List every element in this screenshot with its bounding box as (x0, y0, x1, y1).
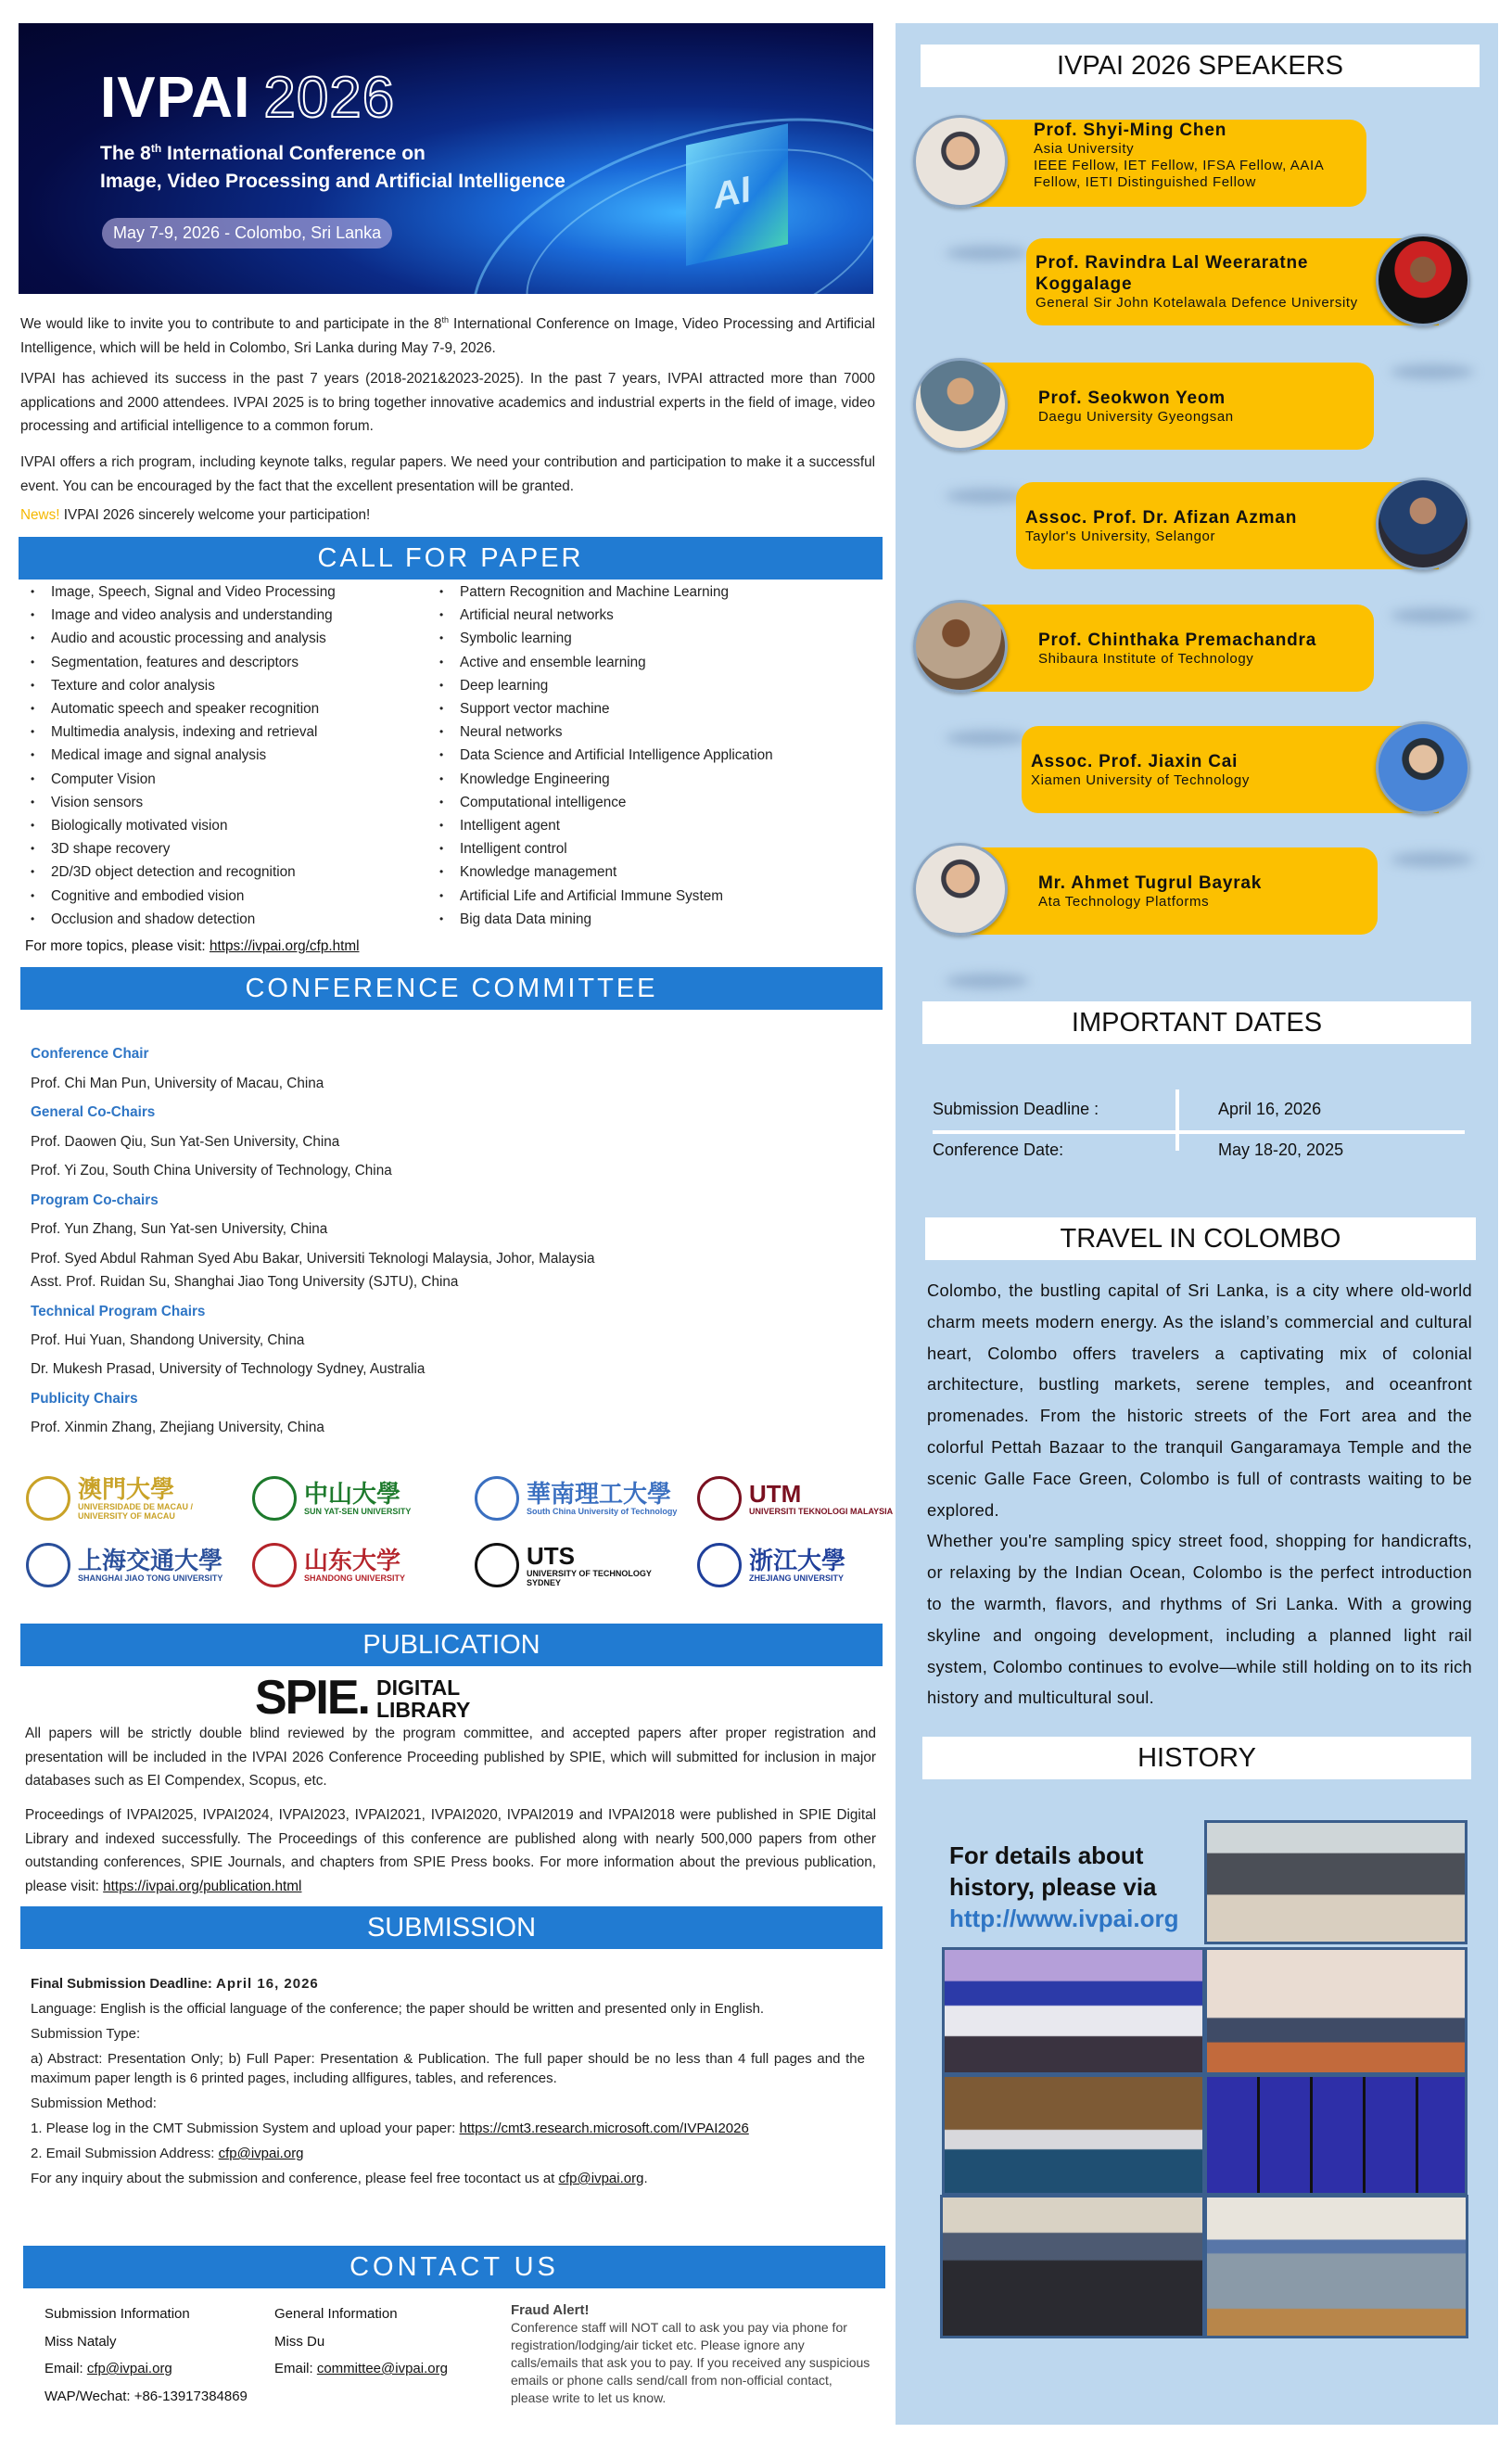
submission-details (31, 1971, 865, 2191)
logo-wordmark: 上海交通大學 (78, 1547, 223, 1574)
email-method-text: 2. Email Submission Address: (31, 2146, 219, 2161)
fraud-alert (511, 2301, 872, 2407)
topic-item: • Occlusion and shadow detection (51, 911, 255, 928)
topic-item: • 2D/3D object detection and recognition (51, 864, 296, 881)
speaker-affiliation: Asia University (1034, 141, 1135, 157)
topic-item: • Data Science and Artificial Intelligence Application (460, 747, 773, 764)
speaker-affiliation: Xiamen University of Technology (1031, 771, 1250, 788)
photo-shadow (1391, 852, 1474, 867)
topic-item: • Deep learning (460, 678, 548, 694)
topic-item: • Medical image and signal analysis (51, 747, 266, 764)
cmt-link[interactable]: https://cmt3.research.microsoft.com/IVPAI2026 (459, 2121, 749, 2136)
conference-date-label: Conference Date: (933, 1140, 1064, 1159)
topic-item: • Artificial neural networks (460, 607, 614, 624)
speaker-affiliation: Daegu University Gyeongsan (1038, 408, 1234, 425)
history-text (949, 1840, 1178, 1934)
inquiry-line (31, 2166, 865, 2191)
cmt-method-text: 1. Please log in the CMT Submission System and upload your paper: (31, 2121, 460, 2136)
topic-item: • Image and video analysis and understanding (51, 607, 333, 624)
spie-logo-digital: DIGITAL (375, 1675, 461, 1700)
topic-item: • Intelligent agent (460, 818, 560, 834)
university-seal-icon (475, 1476, 519, 1521)
spie-logo-sub (376, 1676, 470, 1721)
important-dates-header: IMPORTANT DATES (922, 1001, 1471, 1044)
more-topics-text: For more topics, please visit: (25, 938, 210, 954)
history-line-1: For details about (949, 1841, 1144, 1869)
speaker-affiliation: Shibaura Institute of Technology (1038, 650, 1254, 667)
submission-deadline-label: Submission Deadline : (933, 1100, 1099, 1118)
committee-header: CONFERENCE COMMITTEE (20, 967, 883, 1010)
subtitle-line2: Image, Video Processing and Artificial Intelligence (100, 171, 565, 192)
dates-table (930, 1087, 1468, 1089)
deadline-value: April 16, 2026 (216, 1976, 319, 1992)
email-label: Email: (44, 2361, 87, 2376)
logo-text (749, 1481, 893, 1516)
photo-shadow (946, 974, 1029, 988)
speaker-card (964, 605, 1374, 692)
submission-contact-name: Miss Nataly (44, 2334, 117, 2350)
intro-p1-text: We would like to invite you to contribute to and participate in the 8 (20, 316, 442, 333)
topic-item: • Neural networks (460, 724, 563, 741)
topic-item: • Cognitive and embodied vision (51, 888, 244, 905)
inquiry-text: For any inquiry about the submission and conference, please feel free tocontact us at (31, 2171, 559, 2186)
speaker-name: Prof. Ravindra Lal Weeraratne Koggalage (1036, 253, 1309, 294)
speaker-photo (1376, 234, 1470, 326)
travel-paragraph-2: Whether you're sampling spicy street food, shopping for handicrafts, or relaxing by the Indian Ocean, Colombo is the perfect introduction to the warmth, flavors, and rhythms of Sri Lanka. With a growing skyline and ongoing development, including a planned light rail system, Colombo continues to evolve—while still holding on to its rich history and multicultural soul. (927, 1531, 1472, 1708)
intro-paragraph-2: IVPAI has achieved its success in the past 7 years (2018-2021&2023-2025). In the past 7 years, IVPAI attracted more than 7000 applications and 2000 attendees. IVPAI 2025 is to bring together innovative academics and industrial experts in the field of image, video processing and artificial intelligence to a common forum. (20, 371, 875, 434)
logo-text (527, 1543, 684, 1587)
topic-item: • Biologically motivated vision (51, 818, 227, 834)
date-location-pill: May 7-9, 2026 - Colombo, Sri Lanka (102, 218, 392, 248)
topic-item: • Intelligent control (460, 841, 567, 858)
logo-wordmark: 華南理工大學 (527, 1480, 672, 1508)
university-logo (697, 1476, 893, 1521)
spie-logo-main: SPIE. (255, 1671, 369, 1725)
logo-text (304, 1548, 405, 1583)
speaker-card (964, 363, 1374, 450)
topic-item: • Vision sensors (51, 795, 143, 811)
photo-shadow (946, 731, 1029, 745)
history-photo-classroom (1204, 1820, 1468, 1944)
fraud-alert-title: Fraud Alert! (511, 2302, 590, 2318)
topic-item: • Pattern Recognition and Machine Learning (460, 584, 729, 601)
submission-type-text: a) Abstract: Presentation Only; b) Full Paper: Presentation & Publication. The full paper should be no less than 4 full pages and the maximum paper length is 6 printed pages, including allfigures, tables, and references. (31, 2051, 865, 2086)
speaker-name: Mr. Ahmet Tugrul Bayrak (1038, 873, 1263, 893)
university-logo (252, 1476, 411, 1521)
ai-cube-graphic (686, 123, 788, 265)
history-line-2: history, please via (949, 1873, 1157, 1901)
topic-item: • Big data Data mining (460, 911, 591, 928)
travel-text (927, 1275, 1472, 1713)
committee-member: Prof. Daowen Qiu, Sun Yat-Sen University, China (31, 1134, 340, 1150)
intro-paragraph-3: IVPAI offers a rich program, including keynote talks, regular papers. We need your contribution and participation to make it a successful event. You can be encouraged by the fact that the excellent presentation will be granted. (20, 454, 875, 494)
committee-role-heading: Conference Chair (31, 1046, 149, 1062)
email-method-line (31, 2141, 865, 2166)
submission-email-line (44, 2361, 172, 2376)
inquiry-email-link[interactable]: cfp@ivpai.org (558, 2171, 644, 2186)
submission-header: SUBMISSION (20, 1906, 883, 1949)
general-email-line (274, 2361, 448, 2376)
language-text: Language: English is the official language of the conference; the paper should be written and presented only in English. (31, 2001, 765, 2017)
topic-item: • Multimedia analysis, indexing and retrieval (51, 724, 317, 741)
committee-member: Prof. Syed Abdul Rahman Syed Abu Bakar, Universiti Teknologi Malaysia, Johor, Malaysia (31, 1251, 595, 1267)
university-seal-icon (697, 1476, 742, 1521)
ordinal-suffix: th (441, 315, 449, 325)
general-contact-email[interactable]: committee@ivpai.org (316, 2361, 448, 2376)
final-deadline-line (31, 1971, 865, 1996)
history-photo-ballroom (942, 2074, 1205, 2196)
committee-member: Prof. Yi Zou, South China University of Technology, China (31, 1163, 392, 1178)
speaker-honors: IEEE Fellow, IET Fellow, IFSA Fellow, AAIA Fellow, IETI Distinguished Fellow (1034, 158, 1324, 190)
speaker-name: Prof. Chinthaka Premachandra (1038, 630, 1317, 650)
speaker-photo (913, 115, 1008, 208)
speaker-name: Assoc. Prof. Dr. Afizan Azman (1025, 507, 1298, 528)
photo-shadow (1391, 364, 1474, 379)
spie-digital-library-logo (255, 1671, 471, 1725)
logo-text (78, 1476, 235, 1521)
speaker-name: Prof. Seokwon Yeom (1038, 388, 1226, 408)
history-photo-group-2025 (1204, 2195, 1468, 2338)
speaker-photo (913, 358, 1008, 451)
university-logo (697, 1543, 845, 1587)
more-topics-line (25, 938, 359, 955)
committee-role-heading: Publicity Chairs (31, 1391, 138, 1407)
submission-method-label: Submission Method: (31, 2096, 157, 2111)
news-label: News! (20, 507, 60, 523)
speaker-affiliation: Ata Technology Platforms (1038, 893, 1210, 910)
topic-item: • 3D shape recovery (51, 841, 170, 858)
logo-english-name: SUN YAT-SEN UNIVERSITY (304, 1507, 412, 1516)
submission-info-label: Submission Information (44, 2306, 190, 2322)
logo-english-name: SHANGHAI JIAO TONG UNIVERSITY (78, 1573, 223, 1583)
logo-text (527, 1481, 677, 1516)
news-line (20, 503, 875, 528)
logo-wordmark: 浙江大學 (749, 1547, 846, 1574)
university-logo (26, 1543, 222, 1587)
submission-email-link[interactable]: cfp@ivpai.org (218, 2146, 304, 2161)
spie-logo-library: LIBRARY (375, 1698, 471, 1722)
committee-role-heading: Technical Program Chairs (31, 1304, 206, 1319)
speaker-photo (1376, 721, 1470, 814)
logo-english-name: SHANDONG UNIVERSITY (304, 1573, 406, 1583)
logo-english-name: South China University of Technology (527, 1507, 678, 1516)
logo-text (78, 1548, 222, 1583)
logo-wordmark: 澳門大學 (78, 1475, 175, 1503)
university-seal-icon (252, 1543, 297, 1587)
banner-year: 2026 (263, 66, 396, 130)
cmt-method-line (31, 2116, 865, 2141)
university-logo (252, 1543, 405, 1587)
topic-item: • Knowledge Engineering (460, 771, 610, 788)
topic-item: • Segmentation, features and descriptors (51, 655, 299, 671)
speaker-card (964, 847, 1378, 935)
contact-header: CONTACT US (23, 2246, 885, 2288)
history-photo-hall (1204, 1947, 1468, 2075)
intro-paragraph-1 (20, 309, 875, 360)
topic-item: • Knowledge management (460, 864, 616, 881)
committee-member: Asst. Prof. Ruidan Su, Shanghai Jiao Tong University (SJTU), China (31, 1274, 459, 1290)
deadline-label: Final Submission Deadline: (31, 1976, 217, 1992)
history-photo-auditorium (942, 1947, 1205, 2075)
publication-header: PUBLICATION (20, 1624, 883, 1666)
speaker-photo (913, 600, 1008, 693)
speaker-photo (1376, 478, 1470, 570)
university-logo (26, 1476, 235, 1521)
committee-member: Prof. Chi Man Pun, University of Macau, China (31, 1076, 324, 1091)
history-photo-group-2024 (940, 2195, 1205, 2338)
general-info-label: General Information (274, 2306, 398, 2322)
logo-english-name: UNIVERSIDADE DE MACAU / UNIVERSITY OF MACAU (78, 1502, 194, 1521)
speaker-name: Assoc. Prof. Jiaxin Cai (1031, 751, 1239, 771)
logo-wordmark: UTS (527, 1542, 575, 1570)
university-logo (475, 1543, 684, 1587)
subtitle-line1-rest: International Conference on (161, 143, 426, 164)
topic-item: • Automatic speech and speaker recognition (51, 701, 319, 718)
speaker-photo (913, 843, 1008, 936)
submission-type-label: Submission Type: (31, 2026, 141, 2042)
committee-member: Prof. Hui Yuan, Shandong University, China (31, 1332, 305, 1348)
topic-item: • Support vector machine (460, 701, 610, 718)
topic-item: • Active and ensemble learning (460, 655, 646, 671)
submission-contact-email[interactable]: cfp@ivpai.org (86, 2361, 172, 2376)
logo-wordmark: 山东大学 (304, 1547, 401, 1574)
email-label: Email: (274, 2361, 317, 2376)
dates-column-divider (1175, 1089, 1179, 1151)
dates-row-divider (933, 1130, 1465, 1134)
photo-shadow (1391, 608, 1474, 623)
photo-shadow (946, 246, 1029, 261)
topic-item: • Texture and color analysis (51, 678, 215, 694)
topic-item: • Artificial Life and Artificial Immune System (460, 888, 723, 905)
conference-banner (19, 23, 873, 294)
topic-item: • Audio and acoustic processing and analysis (51, 631, 326, 647)
conference-date-value: May 18-20, 2025 (1218, 1140, 1344, 1159)
news-text: IVPAI 2026 sincerely welcome your participation! (59, 507, 371, 523)
banner-acronym: IVPAI (100, 66, 251, 130)
travel-header: TRAVEL IN COLOMBO (925, 1217, 1476, 1260)
publication-p2-text: Proceedings of IVPAI2025, IVPAI2024, IVPAI2023, IVPAI2021, IVPAI2020, IVPAI2019 and IVPAI2018 were published in SPIE Digital Library and indexed successfully. The Proceedings of this conference are published along with nearly 500,000 papers from other outstanding conferences, SPIE Journals, and chapters from SPIE Press books. For more information about the previous publication, please visit: (25, 1807, 876, 1894)
committee-role-heading: General Co-Chairs (31, 1104, 156, 1120)
ai-cube-label: AI (714, 168, 751, 218)
publication-paragraph-2 (25, 1803, 876, 1898)
logo-wordmark: 中山大學 (304, 1480, 401, 1508)
publication-link[interactable]: https://ivpai.org/publication.html (103, 1878, 302, 1894)
intro-p1-rest: International Conference on Image, Video Processing and Artificial Intelligence, which will be held in Colombo, Sri Lanka during May 7-9, 2026. (20, 316, 875, 356)
committee-role-heading: Program Co-chairs (31, 1192, 159, 1208)
university-seal-icon (26, 1476, 70, 1521)
history-header: HISTORY (922, 1737, 1471, 1779)
submission-deadline-value: April 16, 2026 (1218, 1100, 1322, 1118)
topic-item: • Image, Speech, Signal and Video Processing (51, 584, 336, 601)
university-seal-icon (475, 1543, 519, 1587)
logo-english-name: ZHEJIANG UNIVERSITY (749, 1573, 845, 1583)
call-for-paper-header: CALL FOR PAPER (19, 537, 883, 580)
ordinal-suffix: th (150, 142, 162, 155)
committee-member: Prof. Xinmin Zhang, Zhejiang University, China (31, 1420, 324, 1435)
general-contact-name: Miss Du (274, 2334, 325, 2350)
committee-member: Dr. Mukesh Prasad, University of Technology Sydney, Australia (31, 1361, 426, 1377)
travel-paragraph-1: Colombo, the bustling capital of Sri Lanka, is a city where old-world charm meets modern energy. As the island’s commercial and cultural heart, Colombo offers travelers a captivating mix of colonial architecture, bustling markets, serene temples, and oceanfront promenades. From the historic streets of the Fort area and the colorful Pettah Bazaar to the tranquil Gangaramaya Temple and the scenic Galle Face Green, Colombo is full of contrasts waiting to be explored. (927, 1280, 1472, 1520)
university-seal-icon (697, 1543, 742, 1587)
logo-text (749, 1548, 845, 1583)
fraud-alert-text: Conference staff will NOT call to ask you pay via phone for registration/lodging/air ticket etc. Please ignore any calls/emails that ask you to pay. If you received any suspicious emails or phone calls send/call from non-official contact, please write to let us know. (511, 2320, 870, 2405)
logo-text (304, 1481, 411, 1516)
university-seal-icon (26, 1543, 70, 1587)
logo-english-name: UNIVERSITY OF TECHNOLOGY SYDNEY (527, 1569, 652, 1587)
university-logo (475, 1476, 677, 1521)
cfp-link[interactable]: https://ivpai.org/cfp.html (209, 938, 360, 954)
topic-item: • Computer Vision (51, 771, 156, 788)
subtitle-line1: The 8 (100, 143, 151, 164)
speaker-name: Prof. Shyi-Ming Chen (1034, 121, 1227, 140)
inquiry-end: . (643, 2171, 648, 2186)
speakers-header: IVPAI 2026 SPEAKERS (921, 45, 1480, 87)
speaker-affiliation: General Sir John Kotelawala Defence University (1036, 295, 1358, 311)
logo-wordmark: UTM (749, 1480, 802, 1508)
topic-item: • Computational intelligence (460, 795, 626, 811)
logo-english-name: UNIVERSITI TEKNOLOGI MALAYSIA (749, 1507, 894, 1516)
banner-subtitle (100, 134, 565, 196)
banner-title (100, 65, 395, 131)
university-seal-icon (252, 1476, 297, 1521)
speaker-card (959, 120, 1366, 207)
publication-paragraph-1: All papers will be strictly double blind reviewed by the program committee, and accepted papers after proper registration and presentation will be included in the IVPAI 2026 Conference Proceeding published by SPIE, which will submitted for inclusion in major databases such as EI Compendex, Scopus, etc. (25, 1726, 876, 1789)
history-photo-online-session (1204, 2074, 1468, 2196)
topic-item: • Symbolic learning (460, 631, 572, 647)
wechat-number: WAP/Wechat: +86-13917384869 (44, 2389, 248, 2404)
committee-member: Prof. Yun Zhang, Sun Yat-sen University, China (31, 1221, 328, 1237)
speaker-affiliation: Taylor's University, Selangor (1025, 528, 1216, 544)
history-link[interactable]: http://www.ivpai.org (949, 1905, 1179, 1932)
